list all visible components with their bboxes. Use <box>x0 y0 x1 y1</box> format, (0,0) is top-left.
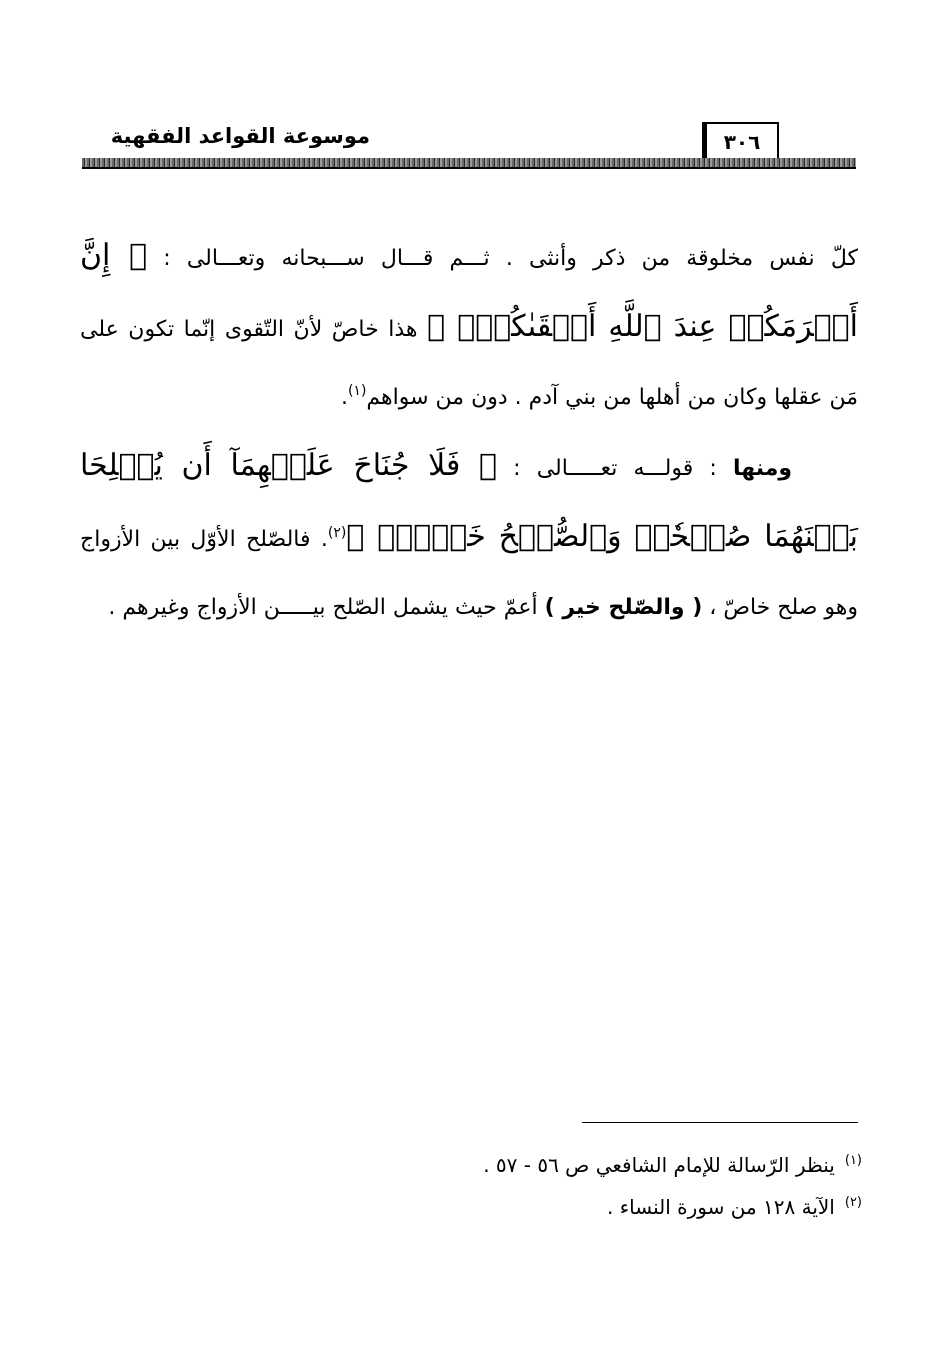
footnote-2-mark: (٢) <box>844 1195 862 1210</box>
quran-open-bracket: ﴿ <box>460 448 498 483</box>
paragraph-1-end: . <box>340 385 348 410</box>
page-header <box>82 118 856 180</box>
paragraph-1-intro: كلّ نفس مخلوقة من ذكر وأنثى . ثـــم قـــال ســـبحانه وتعـــالى : <box>147 246 858 271</box>
footnote-ref-1: (١) <box>347 383 367 399</box>
quran-close-bracket: ﴾ <box>346 519 378 554</box>
footnote-1 <box>162 1142 862 1184</box>
paragraph-2-bold-phrase: ( والصّلح خير ) <box>544 595 703 620</box>
quran-open-bracket: ﴿ <box>110 238 148 273</box>
footnote-ref-2: (٢) <box>327 525 347 541</box>
paragraph-2-intro: : قولـــه تعـــــالى : <box>497 456 733 481</box>
header-divider <box>82 158 856 169</box>
paragraph-2-commentary: . فالصّلح الأوّل بين الأزواج وهو صلح خاصّ ، <box>80 527 858 620</box>
paragraph-1-commentary: هذا خاصّ لأنّ التّقوى إنّما تكون على مَن عقلها وكان من أهلها من بني آدم . دون من سواهم <box>80 317 858 410</box>
footnote-2-text: الآية ١٢٨ من سورة النساء . <box>607 1195 835 1219</box>
quran-verse-2: فَلَا جُنَاحَ عَلَيۡهِمَآ أَن يُصۡلِحَا بَيۡنَهُمَا صُلۡحٗاۚ وَٱلصُّلۡحُ خَيۡرٞۗ <box>80 448 858 554</box>
paragraph-1 <box>80 222 858 432</box>
quran-verse-1: إِنَّ أَكۡرَمَكُمۡ عِندَ ٱللَّهِ أَتۡقَىٰكُمۡۚ <box>80 238 859 344</box>
main-text <box>80 222 858 642</box>
footnote-1-mark: (١) <box>844 1153 862 1168</box>
footnote-1-text: ينظر الرّسالة للإمام الشافعي ص ٥٦ - ٥٧ . <box>483 1153 835 1177</box>
page-number: ٣٠٦ <box>702 122 779 158</box>
paragraph-2 <box>80 432 858 642</box>
footnote-2 <box>162 1184 862 1226</box>
footnote-divider <box>582 1122 858 1123</box>
footnotes <box>162 1142 862 1226</box>
paragraph-2-end: أعمّ حيث يشمل الصّلح بيـــــن الأزواج وغيرهم . <box>108 595 545 620</box>
paragraph-2-lead: ومنها <box>732 456 792 481</box>
quran-close-bracket: ﴾ <box>427 309 458 344</box>
running-title: موسوعة القواعد الفقهية <box>110 124 370 148</box>
